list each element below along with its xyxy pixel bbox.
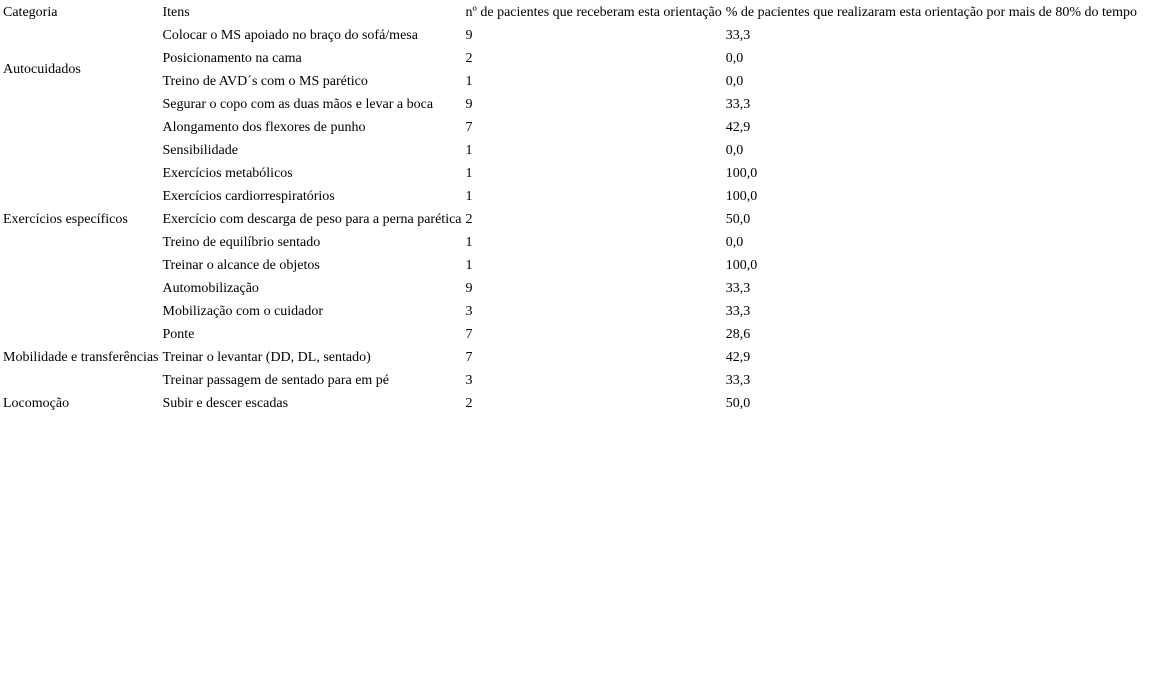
table-row [2, 48, 1138, 69]
pct-cell: 0,0 [725, 73, 744, 89]
table-row [2, 209, 1138, 230]
n-cell: 9 [465, 27, 473, 43]
item-cell: Colocar o MS apoiado no braço do sofá/mesa [162, 27, 418, 43]
item-cell: Posicionamento na cama [162, 50, 302, 66]
table-row [2, 25, 1138, 46]
table-row [2, 324, 1138, 345]
pct-cell: 33,3 [725, 27, 751, 43]
n-cell: 1 [465, 234, 473, 250]
table-row [2, 393, 1138, 414]
n-cell: 7 [465, 119, 473, 135]
n-cell: 1 [465, 165, 473, 181]
n-cell: 9 [465, 280, 473, 296]
item-cell: Treinar passagem de sentado para em pé [162, 372, 390, 388]
pct-cell: 28,6 [725, 326, 751, 342]
item-cell: Sensibilidade [162, 142, 238, 158]
table-row [2, 94, 1138, 115]
pct-cell: 33,3 [725, 372, 751, 388]
item-cell: Exercício com descarga de peso para a perna parética [162, 211, 462, 227]
n-cell: 2 [465, 395, 473, 411]
item-cell: Treino de equilíbrio sentado [162, 234, 321, 250]
pct-cell: 33,3 [725, 280, 751, 296]
pct-cell: 33,3 [725, 96, 751, 112]
pct-cell: 100,0 [725, 188, 758, 204]
item-cell: Treino de AVD´s com o MS parético [162, 73, 368, 89]
n-cell: 3 [465, 372, 473, 388]
header-pct-pacientes: % de pacientes que realizaram esta orientação por mais de 80% do tempo [725, 4, 1138, 20]
n-cell: 2 [465, 211, 473, 227]
item-cell: Subir e descer escadas [162, 395, 289, 411]
n-cell: 7 [465, 349, 473, 365]
table-row [2, 163, 1138, 184]
table-row [2, 232, 1138, 253]
table-row [2, 347, 1138, 368]
item-cell: Automobilização [162, 280, 259, 296]
pct-cell: 42,9 [725, 119, 751, 135]
n-cell: 1 [465, 73, 473, 89]
item-cell: Treinar o levantar (DD, DL, sentado) [162, 349, 371, 365]
pct-cell: 0,0 [725, 234, 744, 250]
pct-cell: 100,0 [725, 257, 758, 273]
table-row [2, 71, 1138, 92]
header-categoria: Categoria [3, 4, 58, 20]
category-cell: Exercícios específicos [3, 211, 128, 227]
item-cell: Ponte [162, 326, 195, 342]
table-row [2, 301, 1138, 322]
item-cell: Mobilização com o cuidador [162, 303, 324, 319]
item-cell: Exercícios cardiorrespiratórios [162, 188, 335, 204]
n-cell: 1 [465, 142, 473, 158]
table-row [2, 186, 1138, 207]
header-row [2, 2, 1138, 23]
header-itens: Itens [162, 4, 190, 20]
item-cell: Alongamento dos flexores de punho [162, 119, 366, 135]
pct-cell: 33,3 [725, 303, 751, 319]
category-cell: Autocuidados [3, 62, 81, 77]
table-row [2, 117, 1138, 138]
n-cell: 7 [465, 326, 473, 342]
table-row [2, 278, 1138, 299]
pct-cell: 42,9 [725, 349, 751, 365]
item-cell: Exercícios metabólicos [162, 165, 293, 181]
header-n-pacientes: nº de pacientes que receberam esta orientação [465, 4, 722, 20]
n-cell: 3 [465, 303, 473, 319]
pct-cell: 50,0 [725, 211, 751, 227]
table-row [2, 255, 1138, 276]
n-cell: 1 [465, 257, 473, 273]
pct-cell: 0,0 [725, 142, 744, 158]
table-row [2, 370, 1138, 391]
table-row [2, 140, 1138, 161]
category-cell: Mobilidade e transferências [3, 349, 159, 365]
n-cell: 2 [465, 50, 473, 66]
pct-cell: 0,0 [725, 50, 744, 66]
pct-cell: 100,0 [725, 165, 758, 181]
category-cell: Locomoção [3, 395, 70, 411]
item-cell: Segurar o copo com as duas mãos e levar a boca [162, 96, 434, 112]
n-cell: 1 [465, 188, 473, 204]
n-cell: 9 [465, 96, 473, 112]
item-cell: Treinar o alcance de objetos [162, 257, 320, 273]
pct-cell: 50,0 [725, 395, 751, 411]
